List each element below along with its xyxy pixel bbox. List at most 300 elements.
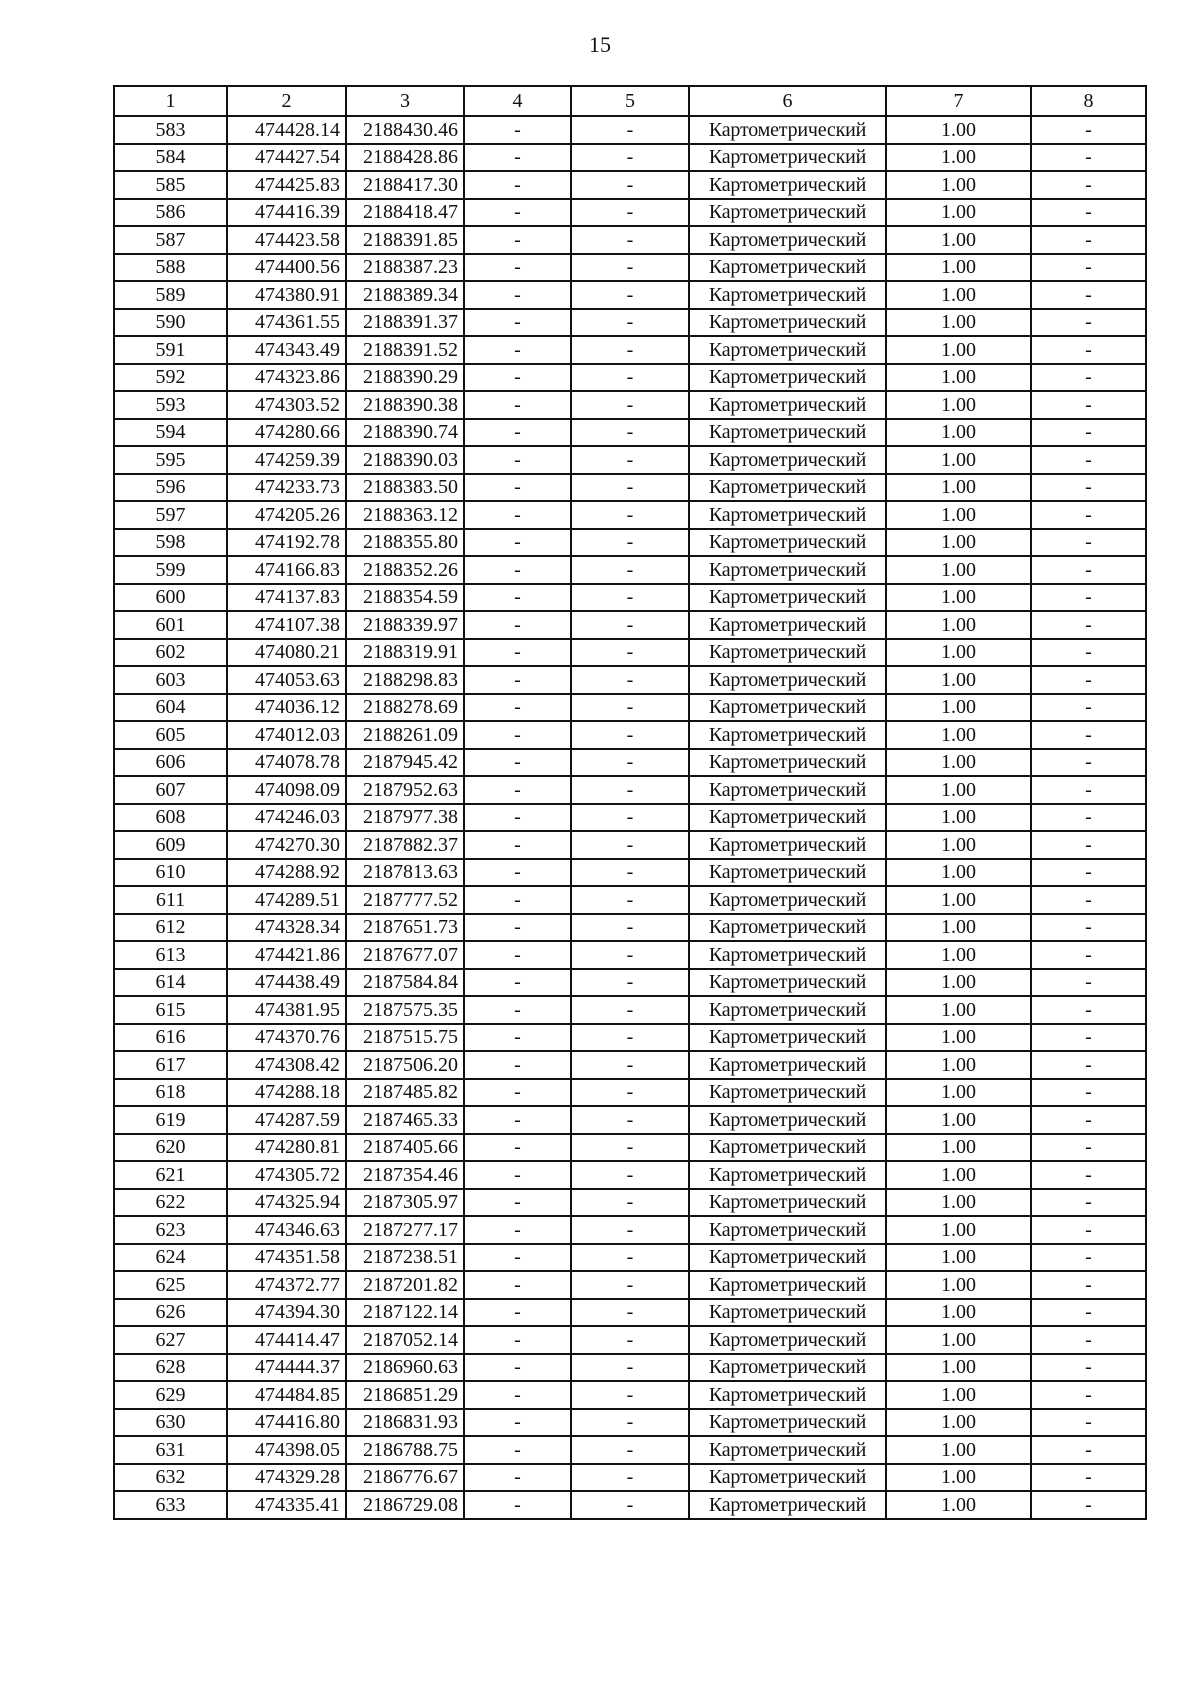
column-4-cell: -	[464, 254, 571, 282]
y-coordinate-cell: 2188428.86	[346, 144, 464, 172]
y-coordinate-cell: 2188391.37	[346, 309, 464, 337]
table-row	[114, 859, 1146, 887]
y-coordinate-cell: 2188391.85	[346, 226, 464, 254]
column-5-cell: -	[571, 1299, 689, 1327]
column-5-cell: -	[571, 886, 689, 914]
x-coordinate-cell: 474416.80	[227, 1409, 346, 1437]
accuracy-cell: 1.00	[886, 419, 1031, 447]
column-4-cell: -	[464, 996, 571, 1024]
column-5-cell: -	[571, 1409, 689, 1437]
column-5-cell: -	[571, 529, 689, 557]
point-number-cell: 618	[114, 1079, 227, 1107]
column-5-cell: -	[571, 1024, 689, 1052]
method-cell: Картометрический	[689, 611, 886, 639]
table-row	[114, 199, 1146, 227]
column-8-cell: -	[1031, 1051, 1146, 1079]
y-coordinate-cell: 2186851.29	[346, 1381, 464, 1409]
table-row	[114, 474, 1146, 502]
y-coordinate-cell: 2186788.75	[346, 1436, 464, 1464]
column-5-cell: -	[571, 1079, 689, 1107]
x-coordinate-cell: 474325.94	[227, 1189, 346, 1217]
method-cell: Картометрический	[689, 1354, 886, 1382]
point-number-cell: 621	[114, 1161, 227, 1189]
y-coordinate-cell: 2186960.63	[346, 1354, 464, 1382]
point-number-cell: 606	[114, 749, 227, 777]
accuracy-cell: 1.00	[886, 776, 1031, 804]
column-4-cell: -	[464, 1079, 571, 1107]
x-coordinate-cell: 474421.86	[227, 941, 346, 969]
column-4-cell: -	[464, 1436, 571, 1464]
column-5-cell: -	[571, 1271, 689, 1299]
point-number-cell: 591	[114, 336, 227, 364]
column-8-cell: -	[1031, 721, 1146, 749]
method-cell: Картометрический	[689, 1051, 886, 1079]
table-row	[114, 749, 1146, 777]
y-coordinate-cell: 2188354.59	[346, 584, 464, 612]
table-row	[114, 529, 1146, 557]
column-header-5: 5	[571, 86, 689, 116]
point-number-cell: 609	[114, 831, 227, 859]
x-coordinate-cell: 474343.49	[227, 336, 346, 364]
method-cell: Картометрический	[689, 859, 886, 887]
table-row	[114, 666, 1146, 694]
table-row	[114, 721, 1146, 749]
method-cell: Картометрический	[689, 1216, 886, 1244]
accuracy-cell: 1.00	[886, 1161, 1031, 1189]
y-coordinate-cell: 2187201.82	[346, 1271, 464, 1299]
table-row	[114, 639, 1146, 667]
method-cell: Картометрический	[689, 1381, 886, 1409]
column-4-cell: -	[464, 199, 571, 227]
method-cell: Картометрический	[689, 969, 886, 997]
y-coordinate-cell: 2188390.38	[346, 391, 464, 419]
x-coordinate-cell: 474428.14	[227, 116, 346, 144]
column-8-cell: -	[1031, 584, 1146, 612]
point-number-cell: 631	[114, 1436, 227, 1464]
column-5-cell: -	[571, 1051, 689, 1079]
column-4-cell: -	[464, 1189, 571, 1217]
y-coordinate-cell: 2187238.51	[346, 1244, 464, 1272]
x-coordinate-cell: 474372.77	[227, 1271, 346, 1299]
column-4-cell: -	[464, 1464, 571, 1492]
column-4-cell: -	[464, 446, 571, 474]
point-number-cell: 619	[114, 1106, 227, 1134]
column-4-cell: -	[464, 859, 571, 887]
column-5-cell: -	[571, 1134, 689, 1162]
point-number-cell: 614	[114, 969, 227, 997]
x-coordinate-cell: 474351.58	[227, 1244, 346, 1272]
table-row	[114, 776, 1146, 804]
point-number-cell: 608	[114, 804, 227, 832]
column-4-cell: -	[464, 1244, 571, 1272]
x-coordinate-cell: 474444.37	[227, 1354, 346, 1382]
method-cell: Картометрический	[689, 336, 886, 364]
point-number-cell: 623	[114, 1216, 227, 1244]
y-coordinate-cell: 2187575.35	[346, 996, 464, 1024]
accuracy-cell: 1.00	[886, 611, 1031, 639]
point-number-cell: 627	[114, 1326, 227, 1354]
accuracy-cell: 1.00	[886, 996, 1031, 1024]
table-row	[114, 171, 1146, 199]
point-number-cell: 622	[114, 1189, 227, 1217]
x-coordinate-cell: 474270.30	[227, 831, 346, 859]
column-8-cell: -	[1031, 116, 1146, 144]
accuracy-cell: 1.00	[886, 886, 1031, 914]
table-row	[114, 804, 1146, 832]
method-cell: Картометрический	[689, 116, 886, 144]
y-coordinate-cell: 2187465.33	[346, 1106, 464, 1134]
accuracy-cell: 1.00	[886, 336, 1031, 364]
method-cell: Картометрический	[689, 529, 886, 557]
accuracy-cell: 1.00	[886, 584, 1031, 612]
accuracy-cell: 1.00	[886, 1024, 1031, 1052]
x-coordinate-cell: 474288.18	[227, 1079, 346, 1107]
method-cell: Картометрический	[689, 1079, 886, 1107]
method-cell: Картометрический	[689, 1409, 886, 1437]
column-8-cell: -	[1031, 1161, 1146, 1189]
column-8-cell: -	[1031, 556, 1146, 584]
table-row	[114, 144, 1146, 172]
column-5-cell: -	[571, 556, 689, 584]
column-5-cell: -	[571, 116, 689, 144]
column-8-cell: -	[1031, 501, 1146, 529]
x-coordinate-cell: 474233.73	[227, 474, 346, 502]
x-coordinate-cell: 474484.85	[227, 1381, 346, 1409]
column-8-cell: -	[1031, 254, 1146, 282]
x-coordinate-cell: 474098.09	[227, 776, 346, 804]
point-number-cell: 605	[114, 721, 227, 749]
column-5-cell: -	[571, 391, 689, 419]
accuracy-cell: 1.00	[886, 749, 1031, 777]
method-cell: Картометрический	[689, 199, 886, 227]
column-8-cell: -	[1031, 914, 1146, 942]
column-8-cell: -	[1031, 391, 1146, 419]
column-8-cell: -	[1031, 281, 1146, 309]
table-row	[114, 941, 1146, 969]
point-number-cell: 597	[114, 501, 227, 529]
table-row	[114, 1051, 1146, 1079]
y-coordinate-cell: 2188390.03	[346, 446, 464, 474]
method-cell: Картометрический	[689, 749, 886, 777]
y-coordinate-cell: 2187882.37	[346, 831, 464, 859]
table-row	[114, 116, 1146, 144]
column-4-cell: -	[464, 721, 571, 749]
accuracy-cell: 1.00	[886, 666, 1031, 694]
table-row	[114, 831, 1146, 859]
column-5-cell: -	[571, 1244, 689, 1272]
column-4-cell: -	[464, 804, 571, 832]
x-coordinate-cell: 474416.39	[227, 199, 346, 227]
column-header-8: 8	[1031, 86, 1146, 116]
point-number-cell: 625	[114, 1271, 227, 1299]
y-coordinate-cell: 2188339.97	[346, 611, 464, 639]
method-cell: Картометрический	[689, 226, 886, 254]
column-8-cell: -	[1031, 941, 1146, 969]
accuracy-cell: 1.00	[886, 1381, 1031, 1409]
column-4-cell: -	[464, 584, 571, 612]
point-number-cell: 610	[114, 859, 227, 887]
y-coordinate-cell: 2186729.08	[346, 1491, 464, 1519]
method-cell: Картометрический	[689, 1464, 886, 1492]
x-coordinate-cell: 474078.78	[227, 749, 346, 777]
column-5-cell: -	[571, 1436, 689, 1464]
table-row	[114, 281, 1146, 309]
table-row	[114, 226, 1146, 254]
x-coordinate-cell: 474328.34	[227, 914, 346, 942]
column-4-cell: -	[464, 611, 571, 639]
method-cell: Картометрический	[689, 831, 886, 859]
point-number-cell: 596	[114, 474, 227, 502]
column-8-cell: -	[1031, 831, 1146, 859]
accuracy-cell: 1.00	[886, 1299, 1031, 1327]
table-row	[114, 1106, 1146, 1134]
coordinates-table	[113, 85, 1147, 1520]
column-4-cell: -	[464, 1326, 571, 1354]
column-8-cell: -	[1031, 1216, 1146, 1244]
point-number-cell: 624	[114, 1244, 227, 1272]
accuracy-cell: 1.00	[886, 1051, 1031, 1079]
table-row	[114, 996, 1146, 1024]
column-4-cell: -	[464, 364, 571, 392]
column-5-cell: -	[571, 941, 689, 969]
x-coordinate-cell: 474246.03	[227, 804, 346, 832]
y-coordinate-cell: 2188389.34	[346, 281, 464, 309]
method-cell: Картометрический	[689, 776, 886, 804]
x-coordinate-cell: 474166.83	[227, 556, 346, 584]
method-cell: Картометрический	[689, 639, 886, 667]
column-4-cell: -	[464, 1134, 571, 1162]
column-5-cell: -	[571, 749, 689, 777]
column-header-4: 4	[464, 86, 571, 116]
point-number-cell: 620	[114, 1134, 227, 1162]
column-5-cell: -	[571, 996, 689, 1024]
column-5-cell: -	[571, 364, 689, 392]
accuracy-cell: 1.00	[886, 1326, 1031, 1354]
table-row	[114, 1299, 1146, 1327]
y-coordinate-cell: 2186831.93	[346, 1409, 464, 1437]
column-4-cell: -	[464, 886, 571, 914]
x-coordinate-cell: 474259.39	[227, 446, 346, 474]
point-number-cell: 628	[114, 1354, 227, 1382]
table-row	[114, 1354, 1146, 1382]
column-8-cell: -	[1031, 666, 1146, 694]
method-cell: Картометрический	[689, 1436, 886, 1464]
point-number-cell: 598	[114, 529, 227, 557]
method-cell: Картометрический	[689, 446, 886, 474]
point-number-cell: 629	[114, 1381, 227, 1409]
column-5-cell: -	[571, 1106, 689, 1134]
accuracy-cell: 1.00	[886, 1436, 1031, 1464]
x-coordinate-cell: 474438.49	[227, 969, 346, 997]
column-4-cell: -	[464, 694, 571, 722]
y-coordinate-cell: 2187305.97	[346, 1189, 464, 1217]
point-number-cell: 594	[114, 419, 227, 447]
column-4-cell: -	[464, 1024, 571, 1052]
x-coordinate-cell: 474288.92	[227, 859, 346, 887]
x-coordinate-cell: 474308.42	[227, 1051, 346, 1079]
accuracy-cell: 1.00	[886, 391, 1031, 419]
x-coordinate-cell: 474287.59	[227, 1106, 346, 1134]
y-coordinate-cell: 2188355.80	[346, 529, 464, 557]
x-coordinate-cell: 474280.66	[227, 419, 346, 447]
x-coordinate-cell: 474036.12	[227, 694, 346, 722]
column-8-cell: -	[1031, 171, 1146, 199]
method-cell: Картометрический	[689, 391, 886, 419]
column-4-cell: -	[464, 1216, 571, 1244]
y-coordinate-cell: 2187977.38	[346, 804, 464, 832]
y-coordinate-cell: 2188391.52	[346, 336, 464, 364]
table-header-row	[114, 86, 1146, 116]
point-number-cell: 599	[114, 556, 227, 584]
table-row	[114, 1409, 1146, 1437]
x-coordinate-cell: 474329.28	[227, 1464, 346, 1492]
accuracy-cell: 1.00	[886, 694, 1031, 722]
table-row	[114, 1491, 1146, 1519]
column-5-cell: -	[571, 914, 689, 942]
point-number-cell: 600	[114, 584, 227, 612]
column-8-cell: -	[1031, 1024, 1146, 1052]
page-number: 15	[589, 32, 611, 57]
column-8-cell: -	[1031, 309, 1146, 337]
accuracy-cell: 1.00	[886, 474, 1031, 502]
column-8-cell: -	[1031, 336, 1146, 364]
accuracy-cell: 1.00	[886, 1491, 1031, 1519]
method-cell: Картометрический	[689, 281, 886, 309]
table-row	[114, 1161, 1146, 1189]
y-coordinate-cell: 2188352.26	[346, 556, 464, 584]
column-4-cell: -	[464, 1161, 571, 1189]
point-number-cell: 592	[114, 364, 227, 392]
column-8-cell: -	[1031, 1189, 1146, 1217]
y-coordinate-cell: 2188383.50	[346, 474, 464, 502]
column-4-cell: -	[464, 501, 571, 529]
point-number-cell: 588	[114, 254, 227, 282]
point-number-cell: 587	[114, 226, 227, 254]
column-5-cell: -	[571, 1491, 689, 1519]
point-number-cell: 613	[114, 941, 227, 969]
column-5-cell: -	[571, 226, 689, 254]
accuracy-cell: 1.00	[886, 1271, 1031, 1299]
column-5-cell: -	[571, 1161, 689, 1189]
y-coordinate-cell: 2187651.73	[346, 914, 464, 942]
table-row	[114, 419, 1146, 447]
method-cell: Картометрический	[689, 254, 886, 282]
column-4-cell: -	[464, 1299, 571, 1327]
column-8-cell: -	[1031, 1244, 1146, 1272]
y-coordinate-cell: 2187515.75	[346, 1024, 464, 1052]
column-8-cell: -	[1031, 1436, 1146, 1464]
y-coordinate-cell: 2187506.20	[346, 1051, 464, 1079]
x-coordinate-cell: 474080.21	[227, 639, 346, 667]
point-number-cell: 626	[114, 1299, 227, 1327]
table-row	[114, 556, 1146, 584]
accuracy-cell: 1.00	[886, 639, 1031, 667]
method-cell: Картометрический	[689, 1271, 886, 1299]
column-4-cell: -	[464, 941, 571, 969]
method-cell: Картометрический	[689, 364, 886, 392]
y-coordinate-cell: 2188430.46	[346, 116, 464, 144]
accuracy-cell: 1.00	[886, 721, 1031, 749]
x-coordinate-cell: 474381.95	[227, 996, 346, 1024]
table-body	[114, 116, 1146, 1519]
y-coordinate-cell: 2187952.63	[346, 776, 464, 804]
column-4-cell: -	[464, 1491, 571, 1519]
method-cell: Картометрический	[689, 1326, 886, 1354]
method-cell: Картометрический	[689, 474, 886, 502]
column-5-cell: -	[571, 969, 689, 997]
point-number-cell: 603	[114, 666, 227, 694]
method-cell: Картометрический	[689, 1161, 886, 1189]
table-row	[114, 1464, 1146, 1492]
column-8-cell: -	[1031, 776, 1146, 804]
point-number-cell: 607	[114, 776, 227, 804]
accuracy-cell: 1.00	[886, 831, 1031, 859]
method-cell: Картометрический	[689, 1024, 886, 1052]
point-number-cell: 617	[114, 1051, 227, 1079]
column-8-cell: -	[1031, 804, 1146, 832]
accuracy-cell: 1.00	[886, 364, 1031, 392]
table-row	[114, 611, 1146, 639]
table-row	[114, 1079, 1146, 1107]
column-4-cell: -	[464, 309, 571, 337]
accuracy-cell: 1.00	[886, 941, 1031, 969]
column-5-cell: -	[571, 639, 689, 667]
x-coordinate-cell: 474289.51	[227, 886, 346, 914]
column-4-cell: -	[464, 116, 571, 144]
table-row	[114, 1024, 1146, 1052]
column-5-cell: -	[571, 144, 689, 172]
column-5-cell: -	[571, 199, 689, 227]
column-5-cell: -	[571, 281, 689, 309]
table-row	[114, 1381, 1146, 1409]
column-4-cell: -	[464, 1106, 571, 1134]
accuracy-cell: 1.00	[886, 1464, 1031, 1492]
point-number-cell: 583	[114, 116, 227, 144]
method-cell: Картометрический	[689, 1244, 886, 1272]
y-coordinate-cell: 2188298.83	[346, 666, 464, 694]
y-coordinate-cell: 2188387.23	[346, 254, 464, 282]
column-header-1: 1	[114, 86, 227, 116]
table-row	[114, 1216, 1146, 1244]
column-8-cell: -	[1031, 1409, 1146, 1437]
column-5-cell: -	[571, 1381, 689, 1409]
x-coordinate-cell: 474361.55	[227, 309, 346, 337]
y-coordinate-cell: 2188319.91	[346, 639, 464, 667]
y-coordinate-cell: 2186776.67	[346, 1464, 464, 1492]
method-cell: Картометрический	[689, 501, 886, 529]
column-5-cell: -	[571, 694, 689, 722]
accuracy-cell: 1.00	[886, 529, 1031, 557]
column-4-cell: -	[464, 281, 571, 309]
accuracy-cell: 1.00	[886, 226, 1031, 254]
column-8-cell: -	[1031, 226, 1146, 254]
column-5-cell: -	[571, 1354, 689, 1382]
column-8-cell: -	[1031, 1271, 1146, 1299]
accuracy-cell: 1.00	[886, 969, 1031, 997]
table-row	[114, 1189, 1146, 1217]
y-coordinate-cell: 2187485.82	[346, 1079, 464, 1107]
y-coordinate-cell: 2187405.66	[346, 1134, 464, 1162]
column-8-cell: -	[1031, 886, 1146, 914]
column-5-cell: -	[571, 501, 689, 529]
table-row	[114, 584, 1146, 612]
point-number-cell: 632	[114, 1464, 227, 1492]
column-8-cell: -	[1031, 529, 1146, 557]
y-coordinate-cell: 2188363.12	[346, 501, 464, 529]
method-cell: Картометрический	[689, 309, 886, 337]
accuracy-cell: 1.00	[886, 914, 1031, 942]
column-8-cell: -	[1031, 144, 1146, 172]
